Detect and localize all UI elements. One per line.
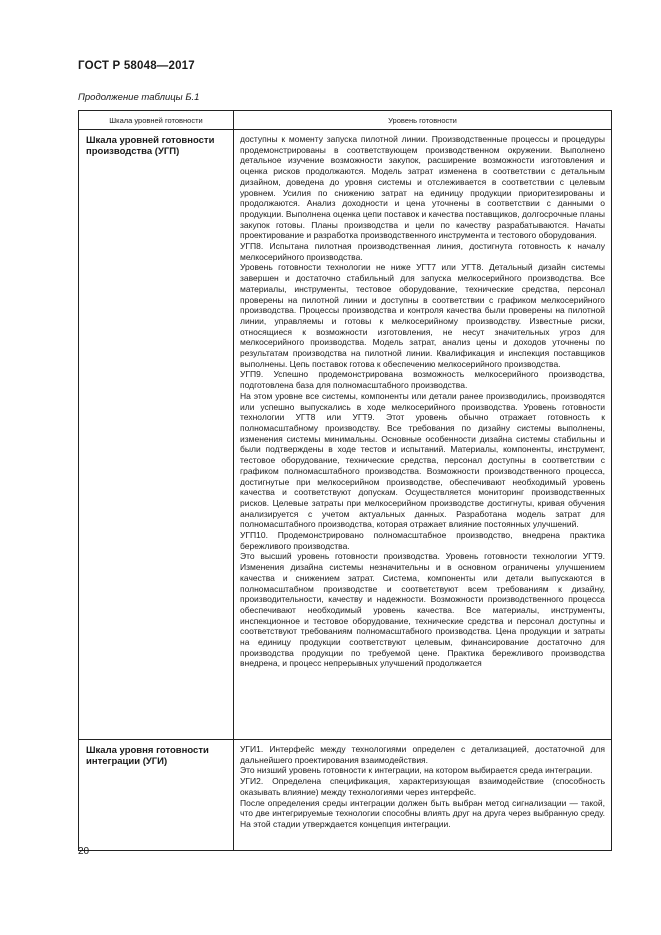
table-row [79,740,612,851]
table-caption: Продолжение таблицы Б.1 [78,92,200,103]
level-description [235,131,610,669]
paragraph: На этом уровне все системы, компоненты или детали ранее производились, производятся или успешно выпускались в ходе мелкосерийного производства. Уровень готовности технологии УГТ8 или УГТ9. Этот уровень обычно отражает готовность к полномасштабному производству. Все требования по дизайну системы выполнены, изменения системы минимальны. Основные особенности дизайна системы стабильны и были подтверждены в ходе тестов и испытаний. Материалы, компоненты, инструмент, тестовое оборудование, технические средства, персонал доступны в соответствии с графиком полномасштабного производства. Возможности производственного процесса, достигнутые при мелкосерийном производстве, обеспечивают необходимый уровень качества и соответствуют допускам. Осуществляется мониторинг производственных рисков. Целевые затраты при мелкосерийном производстве достигнуты, кривая обучения анализируется с учетом актуальных данных. Разработана модель затрат для полномасштабного производства, которая отражает влияние постоянных улучшений. [240,390,605,530]
paragraph: После определения среды интеграции должен быть выбран метод сигнализации — такой, что две интегрируемые технологии способны влиять друг на друга через выбранную среду. На этой стадии утверждается концепция интеграции. [240,797,605,829]
scale-cell [79,130,234,740]
paragraph: УГП8. Испытана пилотная производственная линия, достигнута готовность к началу мелкосерийного производства. [240,241,605,262]
level-cell [234,130,612,740]
paragraph: УГП9. Успешно продемонстрирована возможность мелкосерийного производства, подготовлена база для полномасштабного производства. [240,369,605,391]
paragraph: Это высший уровень готовности производства. Уровень готовности технологии УГТ9. Изменения дизайна системы незначительны и в основном ограничены улучшением качества и снижением затрат. Система, компоненты или детали выпускаются в полномасштабном производстве и соответствуют всем требованиям к дизайну, производительности, качеству и надежности. Возможности производственного процесса обеспечивают необходимый уровень качества. Все материалы, инструменты, инспекционное и тестовое оборудование, технические средства и персонал доступны и соответствуют требованиям полномасштабного производства. Цена продукции и затраты на единицу продукции соответствуют целевым, финансирование достаточно для производства продукции по требуемой цене. Практика бережливого производства внедрена, и процесс непрерывных улучшений продолжается [240,551,605,669]
document-header: ГОСТ Р 58048—2017 [78,60,195,72]
paragraph: доступны к моменту запуска пилотной линии. Производственные процессы и процедуры продемонстрированы в соответствующем производственном окружении. Выполнено детальное изучение возможности закупок, расширение возможности изготовления и оценка рисков продолжаются. Модель затрат изменена в соответствии с детальным дизайном, доведена до уровня системы и отслеживается в соответствии с целевым уровнем. Усилия по снижению затрат на единицу продукции приоритезированы и продолжаются. Анализ доходности и цена уточнены в соответствии с данными о продукции. Выполнена оценка цепи поставок и качества поставщиков, долгосрочные планы закупок готовы. Планы производства и цели по качеству разрабатываются. Начаты проектирование и разработка производственного инструмента и тестового оборудования. [240,134,605,241]
level-cell [234,740,612,851]
paragraph: УГИ2. Определена спецификация, характеризующая взаимодействие (способность оказывать влияние) между технологиями через интерфейс. [240,776,605,797]
scale-name-ugp: Шкала уровней готовности производства (УГП) [86,135,215,157]
scale-cell [79,740,234,851]
paragraph: УГП10. Продемонстрировано полномасштабное производство, внедрена практика бережливого производства. [240,530,605,551]
table-header-row [79,111,612,130]
paragraph: УГИ1. Интерфейс между технологиями определен с детализацией, достаточной для дальнейшего проектирования взаимодействия. [240,744,605,765]
page-number: 20 [78,846,90,857]
paragraph: Это низший уровень готовности к интеграции, на котором выбирается среда интеграции. [240,765,593,776]
level-description [235,741,610,830]
scale-name-ugi: Шкала уровня готовности интеграции (УГИ) [86,745,209,767]
readiness-table [78,110,612,851]
table-row [79,130,612,740]
paragraph: Уровень готовности технологии не ниже УГТ7 или УГТ8. Детальный дизайн системы завершен и достаточно стабильный для запуска мелкосерийного производства. Все материалы, инструменты, тестовое оборудование, технические средства, персонал проверены на пилотной линии и доступны в соответствии с графиком мелкосерийного производства. Процессы производства и контроля качества были проверены на пилотной линии, управляемы и готовы к мелкосерийному производству. Известные риски, относящиеся к возможности изготовления, не несут значительных угроз для мелкосерийного производства. Модель затрат, анализ цены и доходов уточнены по результатам производства на пилотной линии. Квалификация и инспекция поставщиков выполнены. Цепь поставок готова к обеспечению мелкосерийного производства. [240,262,605,369]
column-header-scale: Шкала уровней готовности [79,111,234,130]
column-header-level: Уровень готовности [234,111,612,130]
